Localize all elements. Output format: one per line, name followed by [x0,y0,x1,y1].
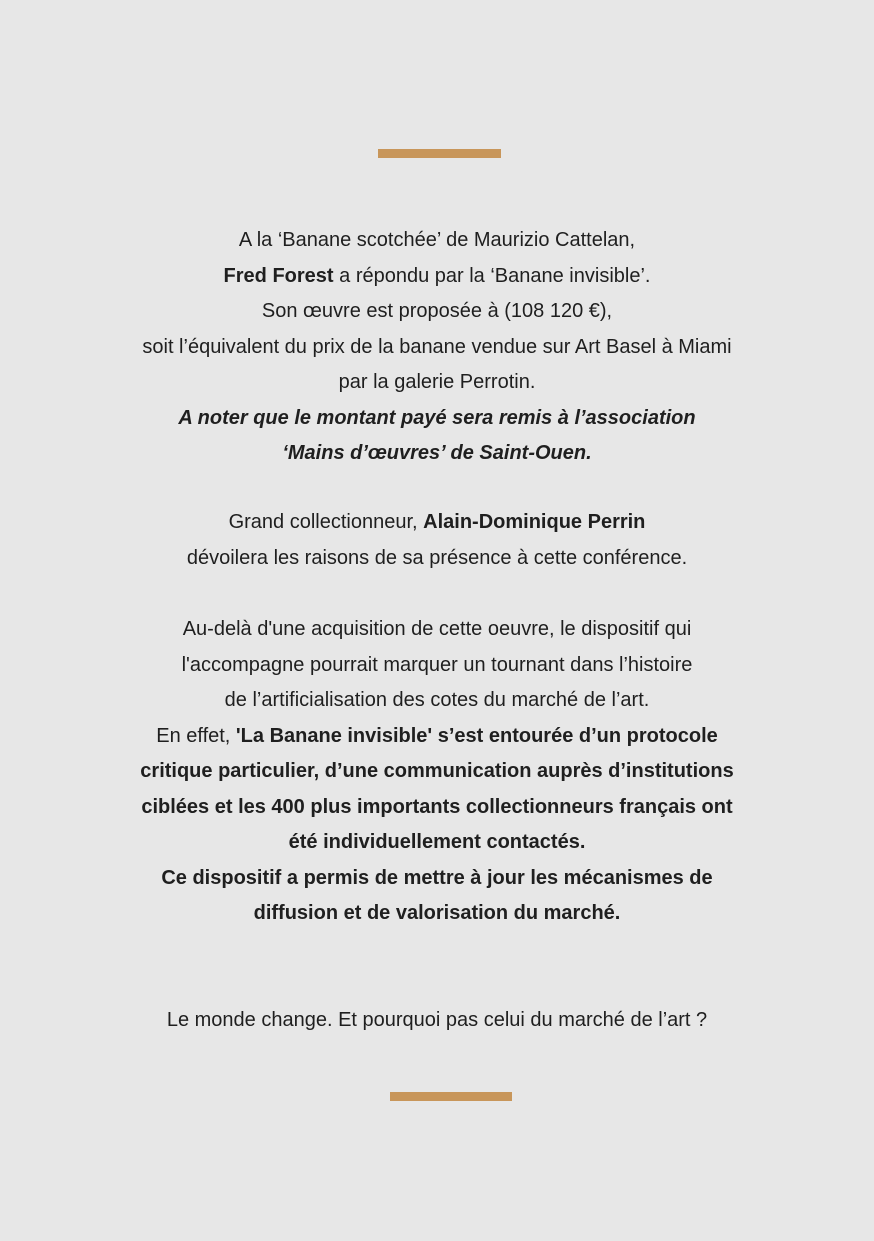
bottom-divider-rule [390,1092,512,1101]
collector-name: Alain-Dominique Perrin [423,511,646,533]
protocol-paragraph [40,612,834,932]
donation-note-line-2: ‘Mains d’œuvres’ de Saint-Ouen. [282,442,592,464]
closing-line: Le monde change. Et pourquoi pas celui du marché de l’art ? [166,1009,708,1031]
protocol-line-6: ciblées et les 400 plus importants collectionneurs français ont [141,795,733,818]
protocol-line-4 [40,719,834,755]
collector-line-1-pre: Grand collectionneur, [228,511,424,533]
intro-line-3: Son œuvre est proposée à (108 120 €), [261,300,613,322]
protocol-line-5: critique particulier, d’une communication auprès d’institutions [140,760,734,782]
intro-line-2-rest: a répondu par la ‘Banane invisible’. [333,264,651,287]
artist-name: Fred Forest [223,264,334,287]
collector-paragraph [40,505,834,576]
protocol-line-7: été individuellement contactés. [288,831,586,853]
closing-paragraph [40,1003,834,1039]
protocol-line-4-bold: 'La Banane invisible' s’est entourée d’un protocole [235,724,718,747]
intro-line-5: par la galerie Perrotin. [338,371,536,393]
protocol-line-4-pre: En effet, [156,724,236,747]
protocol-line-2: l'accompagne pourrait marquer un tournant dans l’histoire [181,653,693,676]
donation-note-line-1: A noter que le montant payé sera remis à l’association [178,406,696,429]
intro-line-1: A la ‘Banane scotchée’ de Maurizio Cattelan, [238,229,636,251]
protocol-line-9: diffusion et de valorisation du marché. [253,902,621,924]
protocol-line-8: Ce dispositif a permis de mettre à jour les mécanismes de [161,866,713,889]
collector-line-2: dévoilera les raisons de sa présence à cette conférence. [186,546,688,569]
intro-line-4: soit l’équivalent du prix de la banane vendue sur Art Basel à Miami [142,335,732,358]
collector-line-1 [40,505,834,541]
intro-line-2 [40,259,834,295]
top-divider-rule [378,149,501,158]
protocol-line-1: Au-delà d'une acquisition de cette oeuvre, le dispositif qui [182,618,692,640]
protocol-line-3: de l’artificialisation des cotes du marché de l’art. [224,689,650,711]
intro-paragraph [40,223,834,472]
